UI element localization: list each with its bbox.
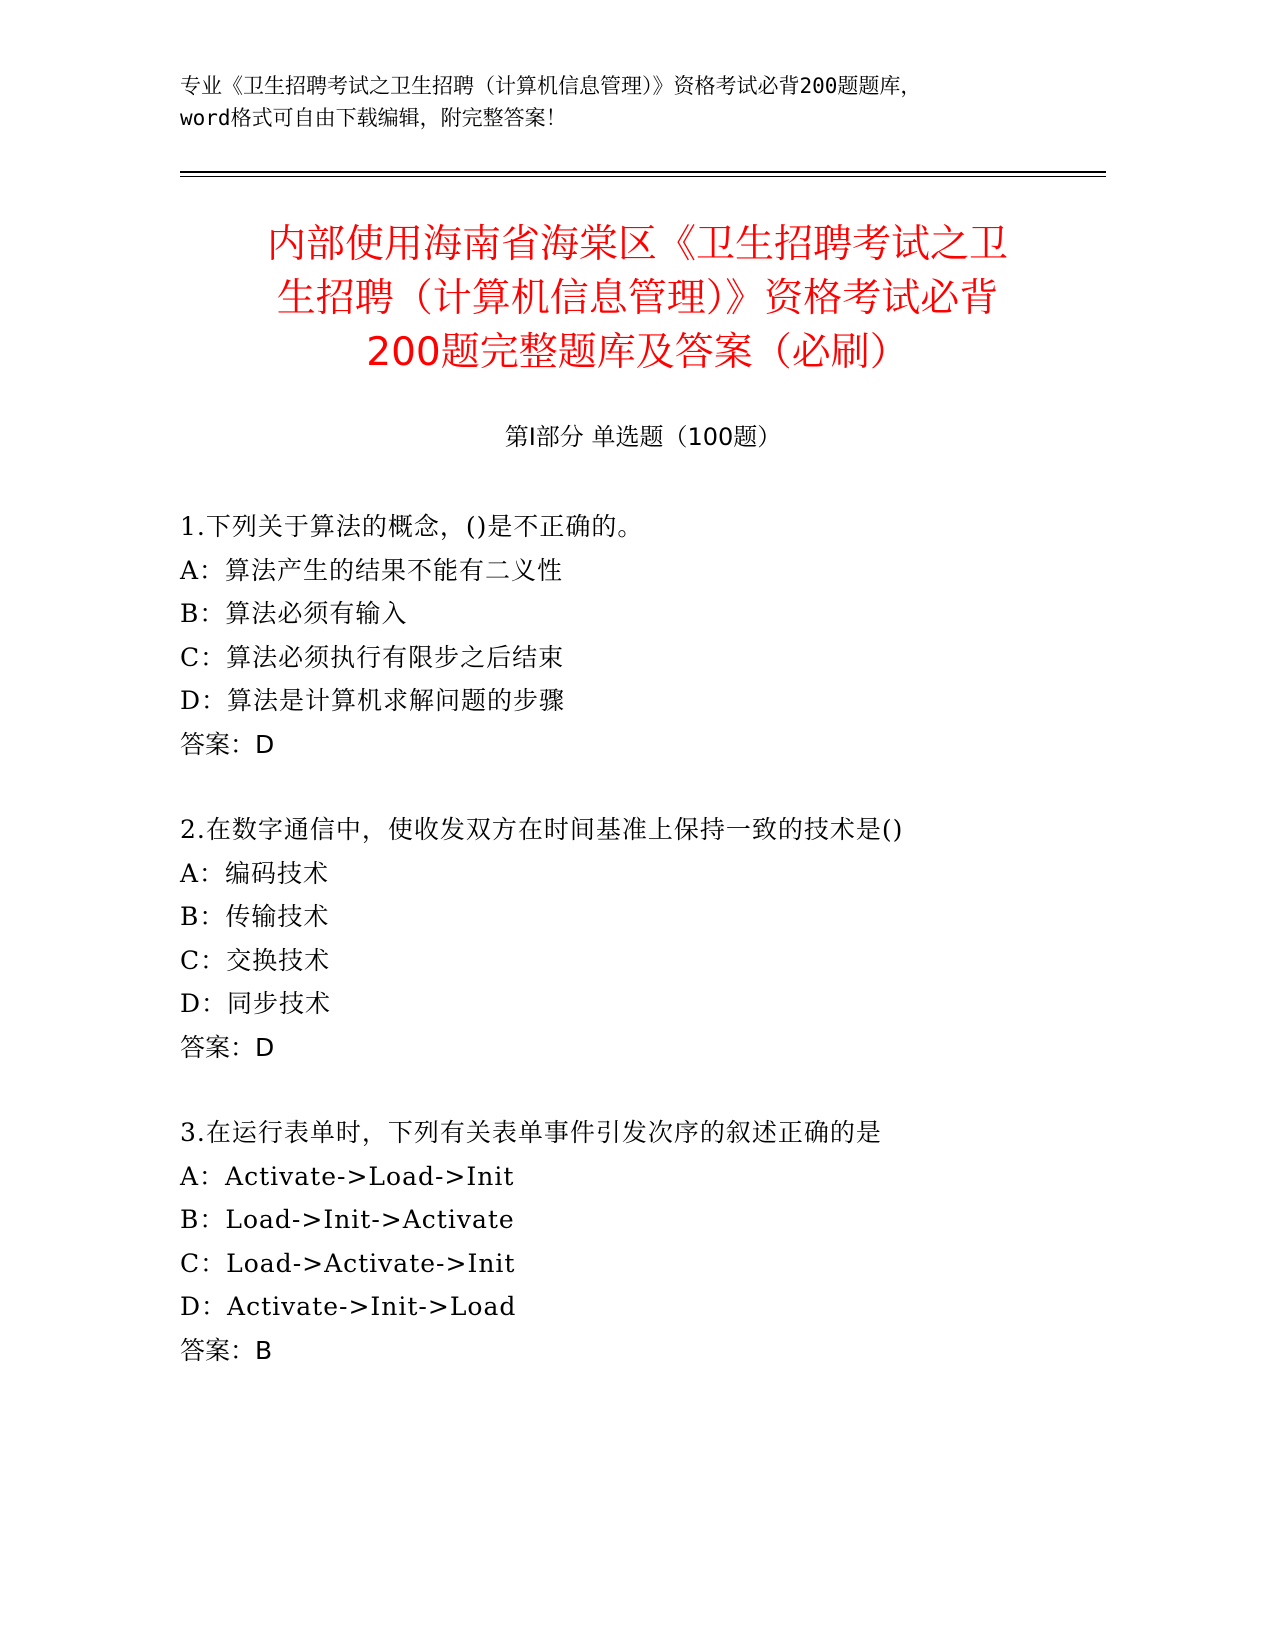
question-list bbox=[180, 505, 1106, 1414]
header-rule-thick bbox=[180, 171, 1106, 173]
question-3 bbox=[180, 1111, 1106, 1372]
option-b: B：Load->Init->Activate bbox=[180, 1205, 515, 1234]
option-d: D：Activate->Init->Load bbox=[180, 1292, 517, 1321]
option-c: C：交换技术 bbox=[180, 945, 331, 975]
answer: 答案：B bbox=[180, 1335, 273, 1365]
option-d: D：算法是计算机求解问题的步骤 bbox=[180, 686, 566, 715]
option-a: A：Activate->Load->Init bbox=[180, 1161, 515, 1191]
question-1 bbox=[180, 505, 1106, 766]
header-note-line-2: word格式可自由下载编辑，附完整答案！ bbox=[180, 106, 567, 130]
question-2 bbox=[180, 808, 1106, 1069]
option-b: B：传输技术 bbox=[180, 902, 330, 931]
question-stem: 2.在数字通信中，使收发双方在时间基准上保持一致的技术是() bbox=[180, 815, 904, 844]
title-line-2: 生招聘（计算机信息管理）》资格考试必背 bbox=[276, 276, 999, 321]
header-note-line-1: 专业《卫生招聘考试之卫生招聘（计算机信息管理）》资格考试必背200题题库， bbox=[180, 74, 922, 98]
document-title bbox=[160, 218, 1115, 380]
answer: 答案：D bbox=[180, 1032, 275, 1062]
option-c: C：算法必须执行有限步之后结束 bbox=[180, 642, 565, 672]
title-line-1: 内部使用海南省海棠区《卫生招聘考试之卫 bbox=[266, 222, 1008, 267]
option-a: A：编码技术 bbox=[180, 858, 330, 888]
option-d: D：同步技术 bbox=[180, 989, 332, 1018]
option-c: C：Load->Activate->Init bbox=[180, 1248, 516, 1278]
title-line-3: 200题完整题库及答案（必刷） bbox=[366, 330, 909, 375]
answer: 答案：D bbox=[180, 729, 275, 759]
option-a: A：算法产生的结果不能有二义性 bbox=[180, 555, 564, 585]
section-title: 第Ⅰ部分 单选题（100题） bbox=[504, 423, 782, 451]
question-stem: 3.在运行表单时，下列有关表单事件引发次序的叙述正确的是 bbox=[180, 1118, 882, 1147]
header-note bbox=[180, 70, 1110, 134]
question-stem: 1.下列关于算法的概念，()是不正确的。 bbox=[180, 512, 644, 541]
header-rule-thin bbox=[180, 176, 1106, 177]
option-b: B：算法必须有输入 bbox=[180, 599, 408, 628]
